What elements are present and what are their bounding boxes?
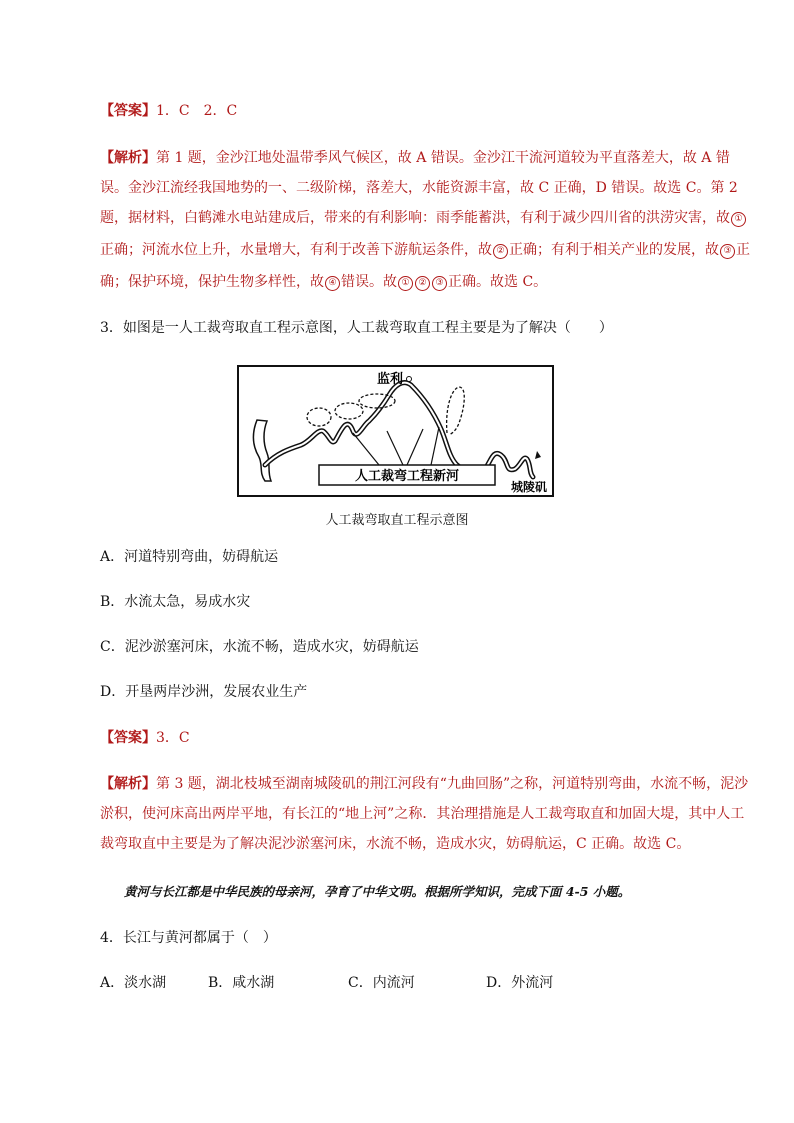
analysis-line-2	[100, 178, 738, 198]
answer-line-q3	[100, 728, 190, 748]
option-d: D．开垦两岸沙洲，发展农业生产	[100, 684, 308, 700]
q4-option-a: A．淡水湖	[100, 975, 167, 991]
circled-number: ③	[720, 244, 735, 259]
town-label-chenglingji: 城陵矶	[511, 480, 548, 494]
analysis-text: 第 3 题，湖北枝城至湖南城陵矶的荆江河段有“九曲回肠”之称，河道特别弯曲，水流不畅，泥沙	[156, 776, 749, 792]
new-river-label: 人工裁弯工程新河	[354, 469, 460, 484]
question-4-stem: 4．长江与黄河都属于（ ）	[100, 930, 277, 946]
town-dot	[407, 377, 412, 382]
analysis-text: 误。金沙江流经我国地势的一、二级阶梯，落差大，水能资源丰富，故 C 正确，D 错误。故选 C。第 2	[100, 180, 738, 196]
analysis-text: 错误。故	[341, 274, 397, 290]
town-label-jianli: 监利	[377, 372, 404, 387]
analysis-line-4	[100, 240, 750, 260]
circled-number: ③	[432, 276, 447, 291]
q3-analysis-line-1	[100, 774, 748, 794]
circled-number: ②	[415, 276, 430, 291]
q3-analysis-line-2: 淤积，使河床高出两岸平地，有长江的“地上河”之称．其治理措施是人工裁弯取直和加固大堤，其中人工	[100, 806, 745, 822]
circled-number: ①	[398, 276, 413, 291]
analysis-text: 题，据材料，白鹤滩水电站建成后，带来的有利影响：雨季能蓄洪，有利于减少四川省的洪涝灾害，故	[100, 210, 730, 226]
analysis-tag: 【解析】	[100, 776, 156, 792]
answer-text: 3．C	[156, 730, 190, 746]
figure-caption: 人工裁弯取直工程示意图	[325, 513, 469, 528]
q4-option-d: D．外流河	[486, 975, 554, 991]
answer-text: 1．C 2．C	[156, 103, 238, 119]
analysis-line-3	[100, 208, 747, 228]
analysis-text: 第 1 题，金沙江地处温带季风气候区，故 A 错误。金沙江干流河道较为平直落差大，故 A 错	[156, 150, 730, 166]
q3-analysis-line-3: 裁弯取直中主要是为了解决泥沙淤塞河床，水流不畅，造成水灾，妨碍航运，C 正确。故选 C。	[100, 836, 691, 852]
answer-tag: 【答案】	[100, 103, 156, 119]
circled-number: ②	[493, 244, 508, 259]
analysis-text: 正确。故选 C。	[448, 274, 548, 290]
question-3-stem: 3．如图是一人工裁弯取直工程示意图，人工裁弯取直工程主要是为了解决（ ）	[100, 320, 613, 336]
circled-number: ①	[731, 212, 746, 227]
option-c: C．泥沙淤塞河床，水流不畅，造成水灾，妨碍航运	[100, 639, 419, 655]
analysis-line-5	[100, 272, 547, 292]
option-a: A．河道特别弯曲，妨碍航运	[100, 549, 279, 565]
option-b: B．水流太急，易成水灾	[100, 594, 251, 610]
analysis-text: 确；保护环境，保护生物多样性，故	[100, 274, 324, 290]
analysis-text: 正确；河流水位上升，水量增大，有利于改善下游航运条件，故	[100, 242, 492, 258]
circled-number: ④	[325, 276, 340, 291]
intro-4-5: 黄河与长江都是中华民族的母亲河，孕育了中华文明。根据所学知识，完成下面 4-5 小题。	[124, 884, 631, 899]
analysis-line-1	[100, 148, 730, 168]
answer-tag: 【答案】	[100, 730, 156, 746]
river-cutoff-map	[237, 365, 554, 497]
answer-line-q1-2	[100, 101, 237, 121]
q4-option-b: B．咸水湖	[208, 975, 275, 991]
q4-option-c: C．内流河	[348, 975, 415, 991]
analysis-text: 正	[736, 242, 750, 258]
analysis-text: 正确；有利于相关产业的发展，故	[509, 242, 719, 258]
analysis-tag: 【解析】	[100, 150, 156, 166]
